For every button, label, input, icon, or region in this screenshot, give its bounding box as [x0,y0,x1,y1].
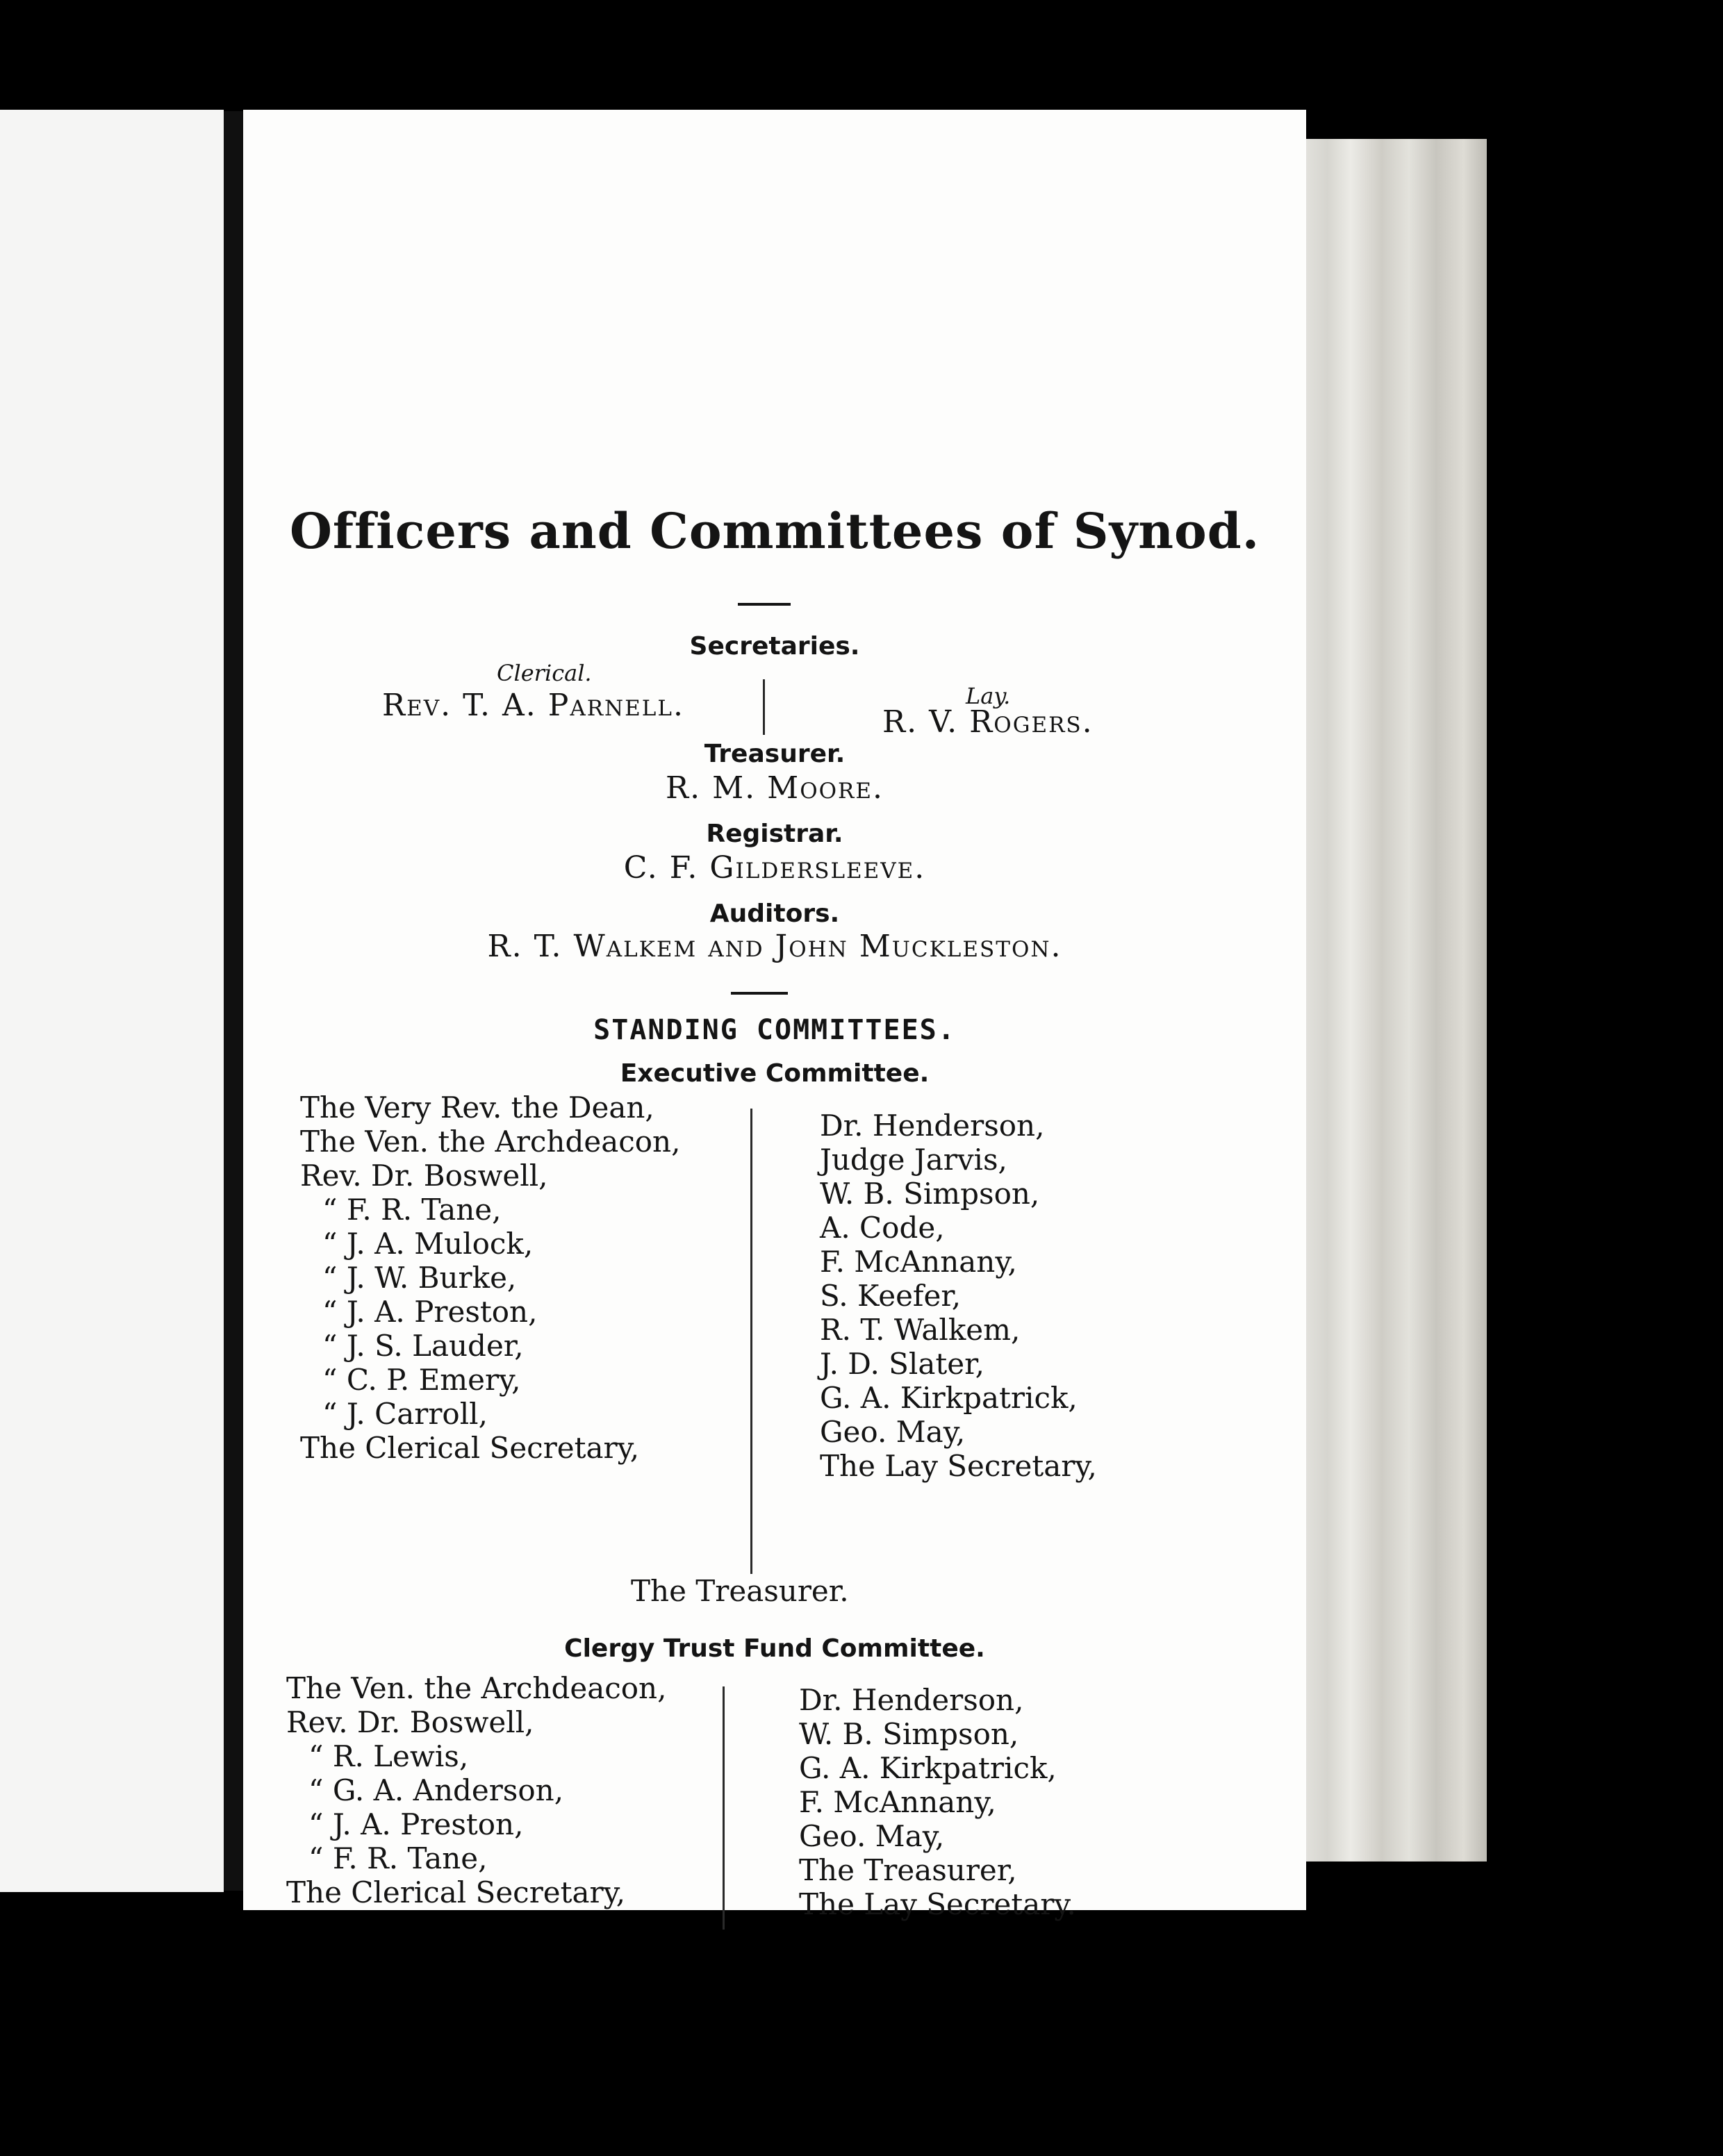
clergy-right-column [799,1683,1076,1921]
page-edges [1292,139,1487,1861]
facing-page [0,110,224,1892]
auditors-heading: Auditors. [709,899,840,928]
treasurer-heading: Treasurer. [704,740,846,768]
list-item: Rev. Dr. Boswell, [286,1705,534,1739]
list-item: G. A. Kirkpatrick, [799,1751,1057,1785]
list-item: “ F. R. Tane, [322,1193,502,1227]
executive-divider [750,1109,752,1574]
clerical-secretary-name: Rev. T. A. Parnell. [382,688,684,723]
clergy-left-column [286,1671,666,1909]
clerical-label: Clerical. [497,660,592,686]
list-item: Dr. Henderson, [820,1109,1045,1143]
secretaries-divider [763,679,765,735]
list-item: The Ven. the Archdeacon, [286,1671,667,1705]
registrar-heading: Registrar. [706,820,843,848]
list-item: “ R. Lewis, [308,1739,469,1773]
executive-right-column [820,1109,1097,1483]
clergy-trust-fund-heading: Clergy Trust Fund Committee. [564,1634,985,1663]
list-item: Judge Jarvis, [820,1143,1007,1177]
list-item: J. D. Slater, [820,1347,984,1381]
list-item: Geo. May, [820,1415,966,1449]
list-item: F. McAnnany, [820,1245,1017,1279]
executive-footer: The Treasurer. [631,1574,849,1608]
list-item: “ J. A. Mulock, [322,1227,534,1261]
executive-committee-heading: Executive Committee. [620,1059,930,1088]
list-item: The Clerical Secretary, [286,1875,626,1909]
list-item: The Lay Secretary. [799,1887,1076,1921]
registrar-name: C. F. Gildersleeve. [623,850,926,886]
title-rule [738,603,791,606]
list-item: The Clerical Secretary, [300,1431,640,1465]
clergy-divider [723,1686,725,1930]
lay-label: Lay. [966,683,1011,709]
list-item: W. B. Simpson, [820,1177,1040,1211]
list-item: G. A. Kirkpatrick, [820,1381,1078,1415]
list-item: The Treasurer, [799,1853,1017,1887]
list-item: “ J. Carroll, [322,1397,488,1431]
list-item: “ J. A. Preston, [322,1295,538,1329]
list-item: S. Keefer, [820,1279,962,1313]
lay-secretary-name: R. V. Rogers. [882,704,1094,740]
standing-committees-heading: STANDING COMMITTEES. [593,1014,956,1046]
page-title: Officers and Committees of Synod. [289,502,1260,560]
list-item: R. T. Walkem, [820,1313,1021,1347]
list-item: F. McAnnany, [799,1785,996,1819]
list-item: Rev. Dr. Boswell, [300,1159,548,1193]
list-item: “ J. A. Preston, [308,1807,524,1841]
list-item: W. B. Simpson, [799,1717,1019,1751]
list-item: The Lay Secretary, [820,1449,1097,1483]
list-item: The Ven. the Archdeacon, [300,1125,681,1159]
list-item: The Very Rev. the Dean, [300,1091,654,1125]
auditors-name: R. T. Walkem and John Muckleston. [487,929,1062,964]
list-item: “ J. W. Burke, [322,1261,517,1295]
document-page [243,110,1306,1921]
list-item: Geo. May, [799,1819,945,1853]
secretaries-heading: Secretaries. [689,632,860,661]
auditors-rule [731,992,788,995]
treasurer-name: R. M. Moore. [666,770,884,806]
list-item: “ C. P. Emery, [322,1363,521,1397]
book-gutter [224,111,243,1891]
list-item: “ G. A. Anderson, [308,1773,564,1807]
list-item: “ F. R. Tane, [308,1841,488,1875]
list-item: Dr. Henderson, [799,1683,1024,1717]
executive-left-column [300,1091,680,1465]
list-item: “ J. S. Lauder, [322,1329,524,1363]
list-item: A. Code, [820,1211,945,1245]
